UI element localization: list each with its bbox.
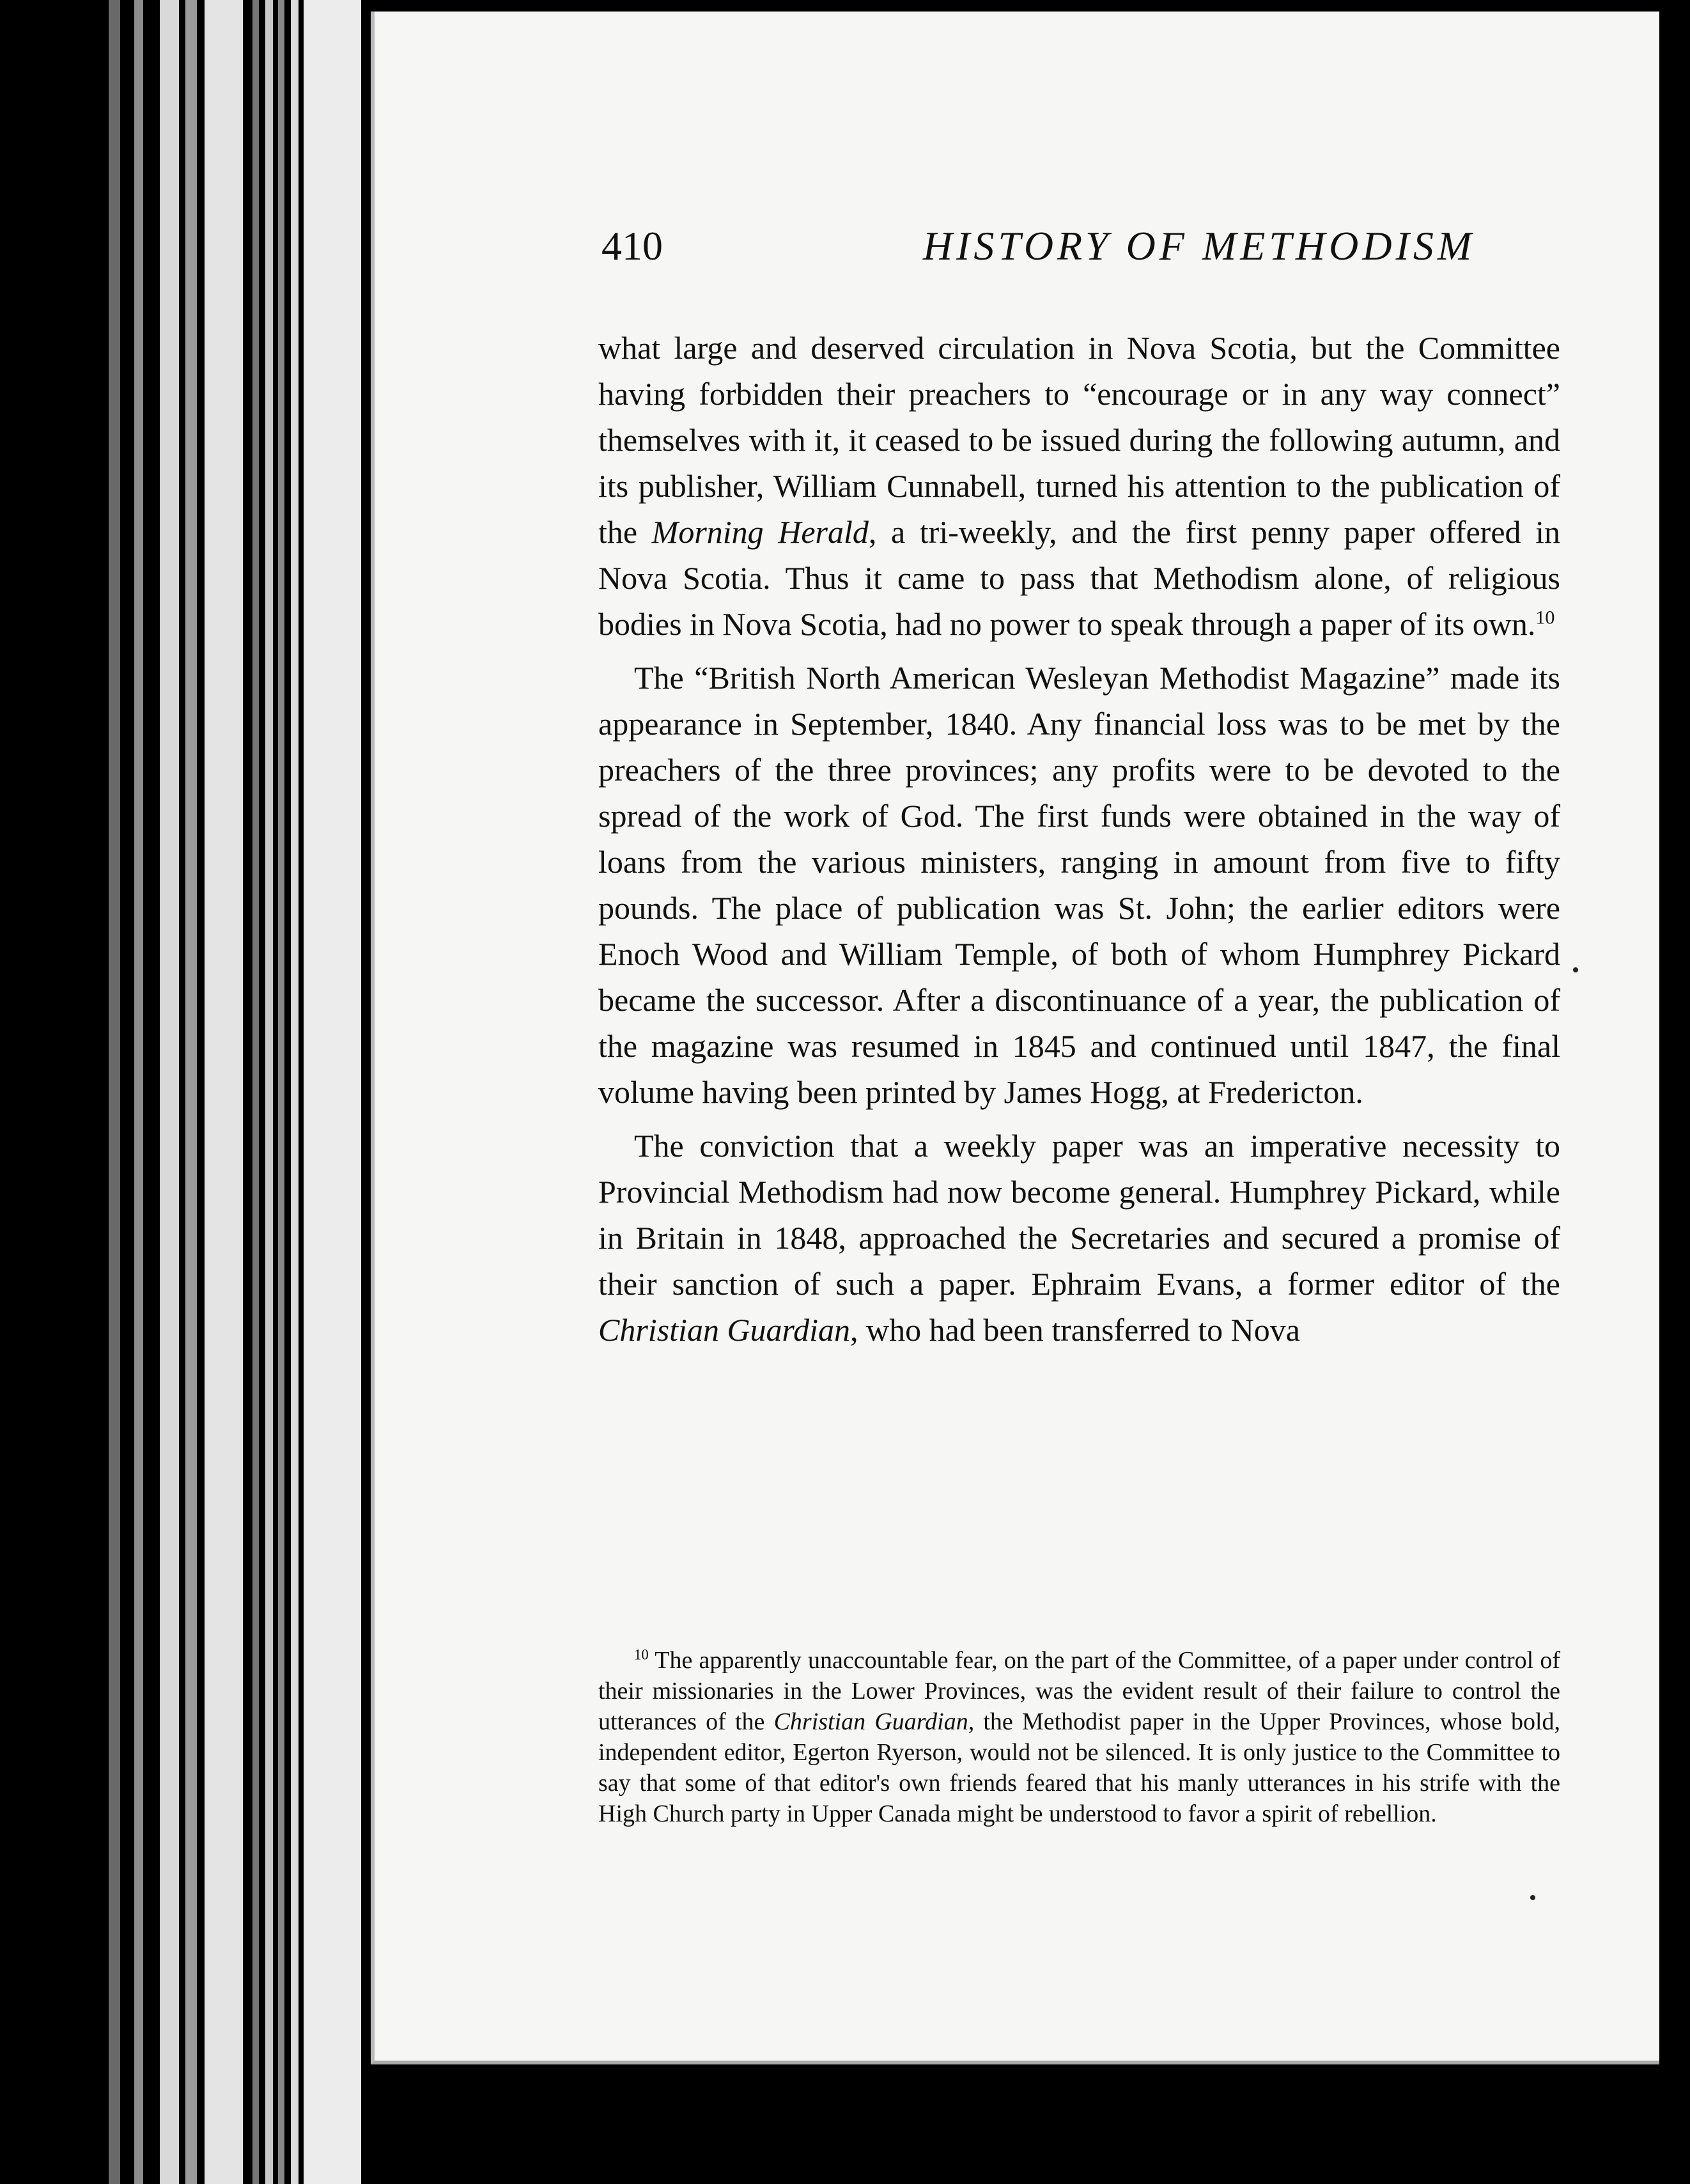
page-header — [601, 222, 1624, 293]
italic-title: Morning Herald — [651, 514, 869, 550]
footnote-marker: 10 — [1535, 607, 1555, 628]
text-run: , who had been transferred to Nova — [850, 1312, 1300, 1348]
text-run: The “British North American Wesleyan Methodist Magazine” made its appearance in September, 1840. Any financial loss was to be met by the preachers of the three provinces; any profits were to be devoted to the spread of the work of God. The first funds were obtained in the way of loans from the various ministers, ranging in amount from five to fifty pounds. The place of publication was St. John; the earlier editors were Enoch Wood and William Temple, of both of whom Humphrey Pickard became the successor. After a discontinuance of a year, the publication of the magazine was resumed in 1845 and continued until 1847, the final volume having been printed by James Hogg, at Fredericton. — [598, 660, 1560, 1110]
text-run: The apparently unaccountable fear, on the part of the Committee, of a paper under control of their missionaries in the Lower Provinces, was the evident result of their failure to control the utterances of the — [598, 1647, 1560, 1735]
italic-title: Christian Guardian — [598, 1312, 851, 1348]
footnote — [598, 1645, 1560, 1829]
italic-title: Christian Guardian — [773, 1708, 968, 1735]
ink-speck — [1530, 1895, 1535, 1900]
body-text — [598, 325, 1560, 1361]
text-run: , a tri-weekly, and the first penny paper offered in Nova Scotia. Thus it came to pass that Methodism alone, of religious bodies in Nova Scotia, had no power to speak through a paper of its own. — [598, 514, 1560, 642]
paragraph — [598, 1123, 1560, 1353]
ink-speck — [1573, 967, 1578, 972]
paragraph — [598, 655, 1560, 1115]
text-run: The conviction that a weekly paper was an imperative necessity to Provincial Methodism had now become general. Humphrey Pickard, while in Britain in 1848, approached the Secretaries and secured a promise of their sanction of such a paper. Ephraim Evans, a former editor of the — [598, 1128, 1560, 1302]
running-title: HISTORY OF METHODISM — [922, 223, 1476, 269]
paragraph — [598, 325, 1560, 647]
text-run: , the Methodist paper in the Upper Provinces, whose bold, independent editor, Egerton Ryerson, would not be silenced. It is only justice to the Committee to say that some of that editor's own friends feared that his manly utterances in his strife with the High Church party in Upper Canada might be understood to favor a spirit of rebellion. — [598, 1708, 1561, 1827]
footnote-marker: 10 — [634, 1646, 649, 1663]
footnotes — [598, 1645, 1560, 1829]
text-run: what large and deserved circulation in Nova Scotia, but the Committee having forbidden their preachers to “encourage or in any way connect” themselves with it, it ceased to be issued during the following autumn, and its publisher, William Cunnabell, turned his attention to the publication of the — [598, 330, 1560, 550]
page-number: 410 — [601, 223, 663, 269]
book-page-edges — [109, 0, 390, 2184]
book-page — [371, 12, 1659, 2064]
